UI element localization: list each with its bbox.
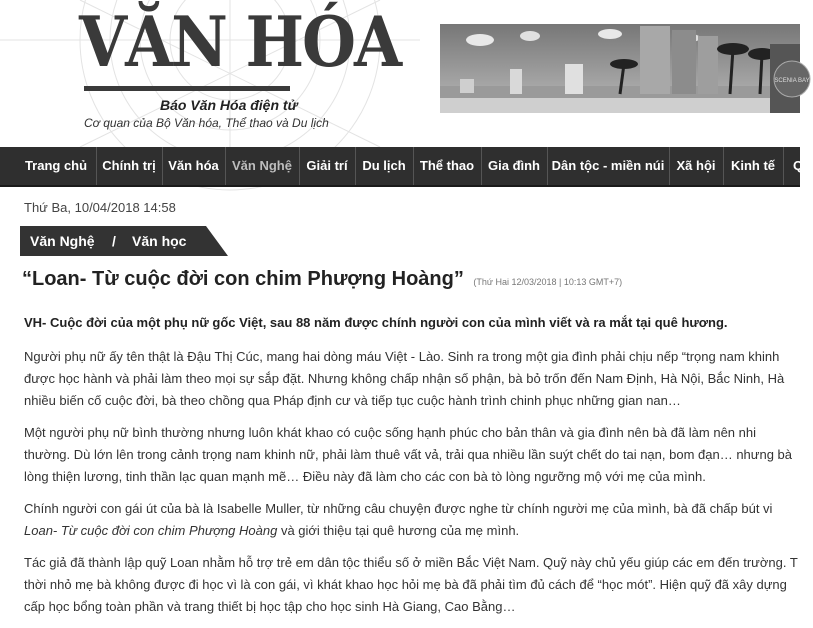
breadcrumb-section[interactable]: Văn Nghệ [30,233,95,249]
paragraph-line: nhiều biến cố cuộc đời, bà theo chồng qua Pháp định cư và tiếp tục cuộc hành trình chinh phục những gian nan… [24,393,681,408]
article-body [24,312,800,628]
nav-item-the-thao[interactable]: Thể thao [413,147,482,185]
nav-item-dan-toc-mien-nui[interactable]: Dân tộc - miền núi [547,147,670,185]
nav-item-van-nghe[interactable]: Văn Nghệ [225,147,300,185]
paragraph-line: Một người phụ nữ bình thường nhưng luôn khát khao có cuộc sống hạnh phúc cho bản thân và gia đình nên bà đã làm nên nhi [24,425,756,440]
banner-label: SCENIA BAY [774,78,810,84]
site-subtitle: Báo Văn Hóa điện tử [160,97,298,113]
paragraph-line: thời nhỏ mẹ bà không được đi học vì là con gái, vì khát khao học hỏi mẹ bà đã phải tìm đủ cách để “học mót”. Hiện quỹ đã xây dựng [24,577,787,592]
site-agency: Cơ quan của Bộ Văn hóa, Thể thao và Du lịch [84,116,329,130]
article-paragraph-1 [24,346,800,412]
paragraph-line [24,520,800,542]
site-logo-title[interactable]: VĂN HÓA [79,1,401,84]
nav-item-kinh-te[interactable]: Kinh tế [723,147,784,185]
main-navigation [0,147,804,187]
paragraph-line: Người phụ nữ ấy tên thật là Đậu Thị Cúc, mang hai dòng máu Việt - Lào. Sinh ra trong một gia đình phải chịu nếp “trọng nam khinh [24,349,780,364]
article-paragraph-3 [24,498,800,542]
breadcrumb-separator: / [112,233,116,249]
paragraph-line: lòng thiện lương, tinh thần lạc quan mạnh mẽ… Điều này đã làm cho các con bà tò lòng ngưỡng mộ với mẹ của mình. [24,469,706,484]
article-paragraph-4 [24,552,800,618]
article-lead: VH- Cuộc đời của một phụ nữ gốc Việt, sau 88 năm được chính người con của mình viết và ra mắt tại quê hương. [24,315,728,330]
paragraph-line: Chính người con gái út của bà là Isabelle Muller, từ những câu chuyện được nghe từ chính người mẹ của mình, bà đã chấp bút vi [24,501,773,516]
nav-item-gia-dinh[interactable]: Gia đình [481,147,548,185]
paragraph-text: và giới thiệu tại quê hương của mẹ mình. [277,523,520,538]
paragraph-line: cấp học bổng toàn phần và trang thiết bị học tập cho học sinh Hà Giang, Cao Bằng… [24,599,516,614]
article-paragraph-2 [24,422,800,488]
nav-item-du-lich[interactable]: Du lịch [355,147,414,185]
nav-item-trang-chu[interactable]: Trang chủ [16,147,97,185]
paragraph-line: thường. Dù lớn lên trong cảnh trọng nam khinh nữ, phải làm thuê vất vả, trải qua nhiều lần suýt chết do tai nạn, bom đạn… nhưng bà [24,447,793,462]
nav-item-chinh-tri[interactable]: Chính trị [96,147,163,185]
paragraph-line: Tác giả đã thành lập quỹ Loan nhằm hỗ trợ trẻ em dân tộc thiểu số ở miền Bắc Việt Nam. Quỹ này chủ yếu giúp các em đến trường. T [24,555,798,570]
article-headline [22,268,622,291]
nav-item-overflow[interactable]: Q [792,158,804,173]
logo-underline [84,86,290,91]
header-ad-banner[interactable] [440,24,810,113]
nav-item-giai-tri[interactable]: Giải trí [299,147,356,185]
nav-item-xa-hoi[interactable]: Xã hội [669,147,724,185]
breadcrumb-subsection[interactable]: Văn học [132,233,187,249]
article-meta: (Thứ Hai 12/03/2018 | 10:13 GMT+7) [473,277,623,287]
current-datetime: Thứ Ba, 10/04/2018 14:58 [24,200,176,215]
site-header [0,0,810,147]
breadcrumb [20,226,228,256]
nav-item-van-hoa[interactable]: Văn hóa [162,147,226,185]
article-title: “Loan- Từ cuộc đời con chim Phượng Hoàng” [22,268,464,290]
paragraph-line: được học hành và phải làm theo mọi sự sắp đặt. Nhưng không chấp nhận số phận, bà bỏ trốn đến Nam Định, Hà Nội, Bắc Ninh, Hà [24,371,785,386]
book-title: Loan- Từ cuộc đời con chim Phượng Hoàng [24,523,278,538]
